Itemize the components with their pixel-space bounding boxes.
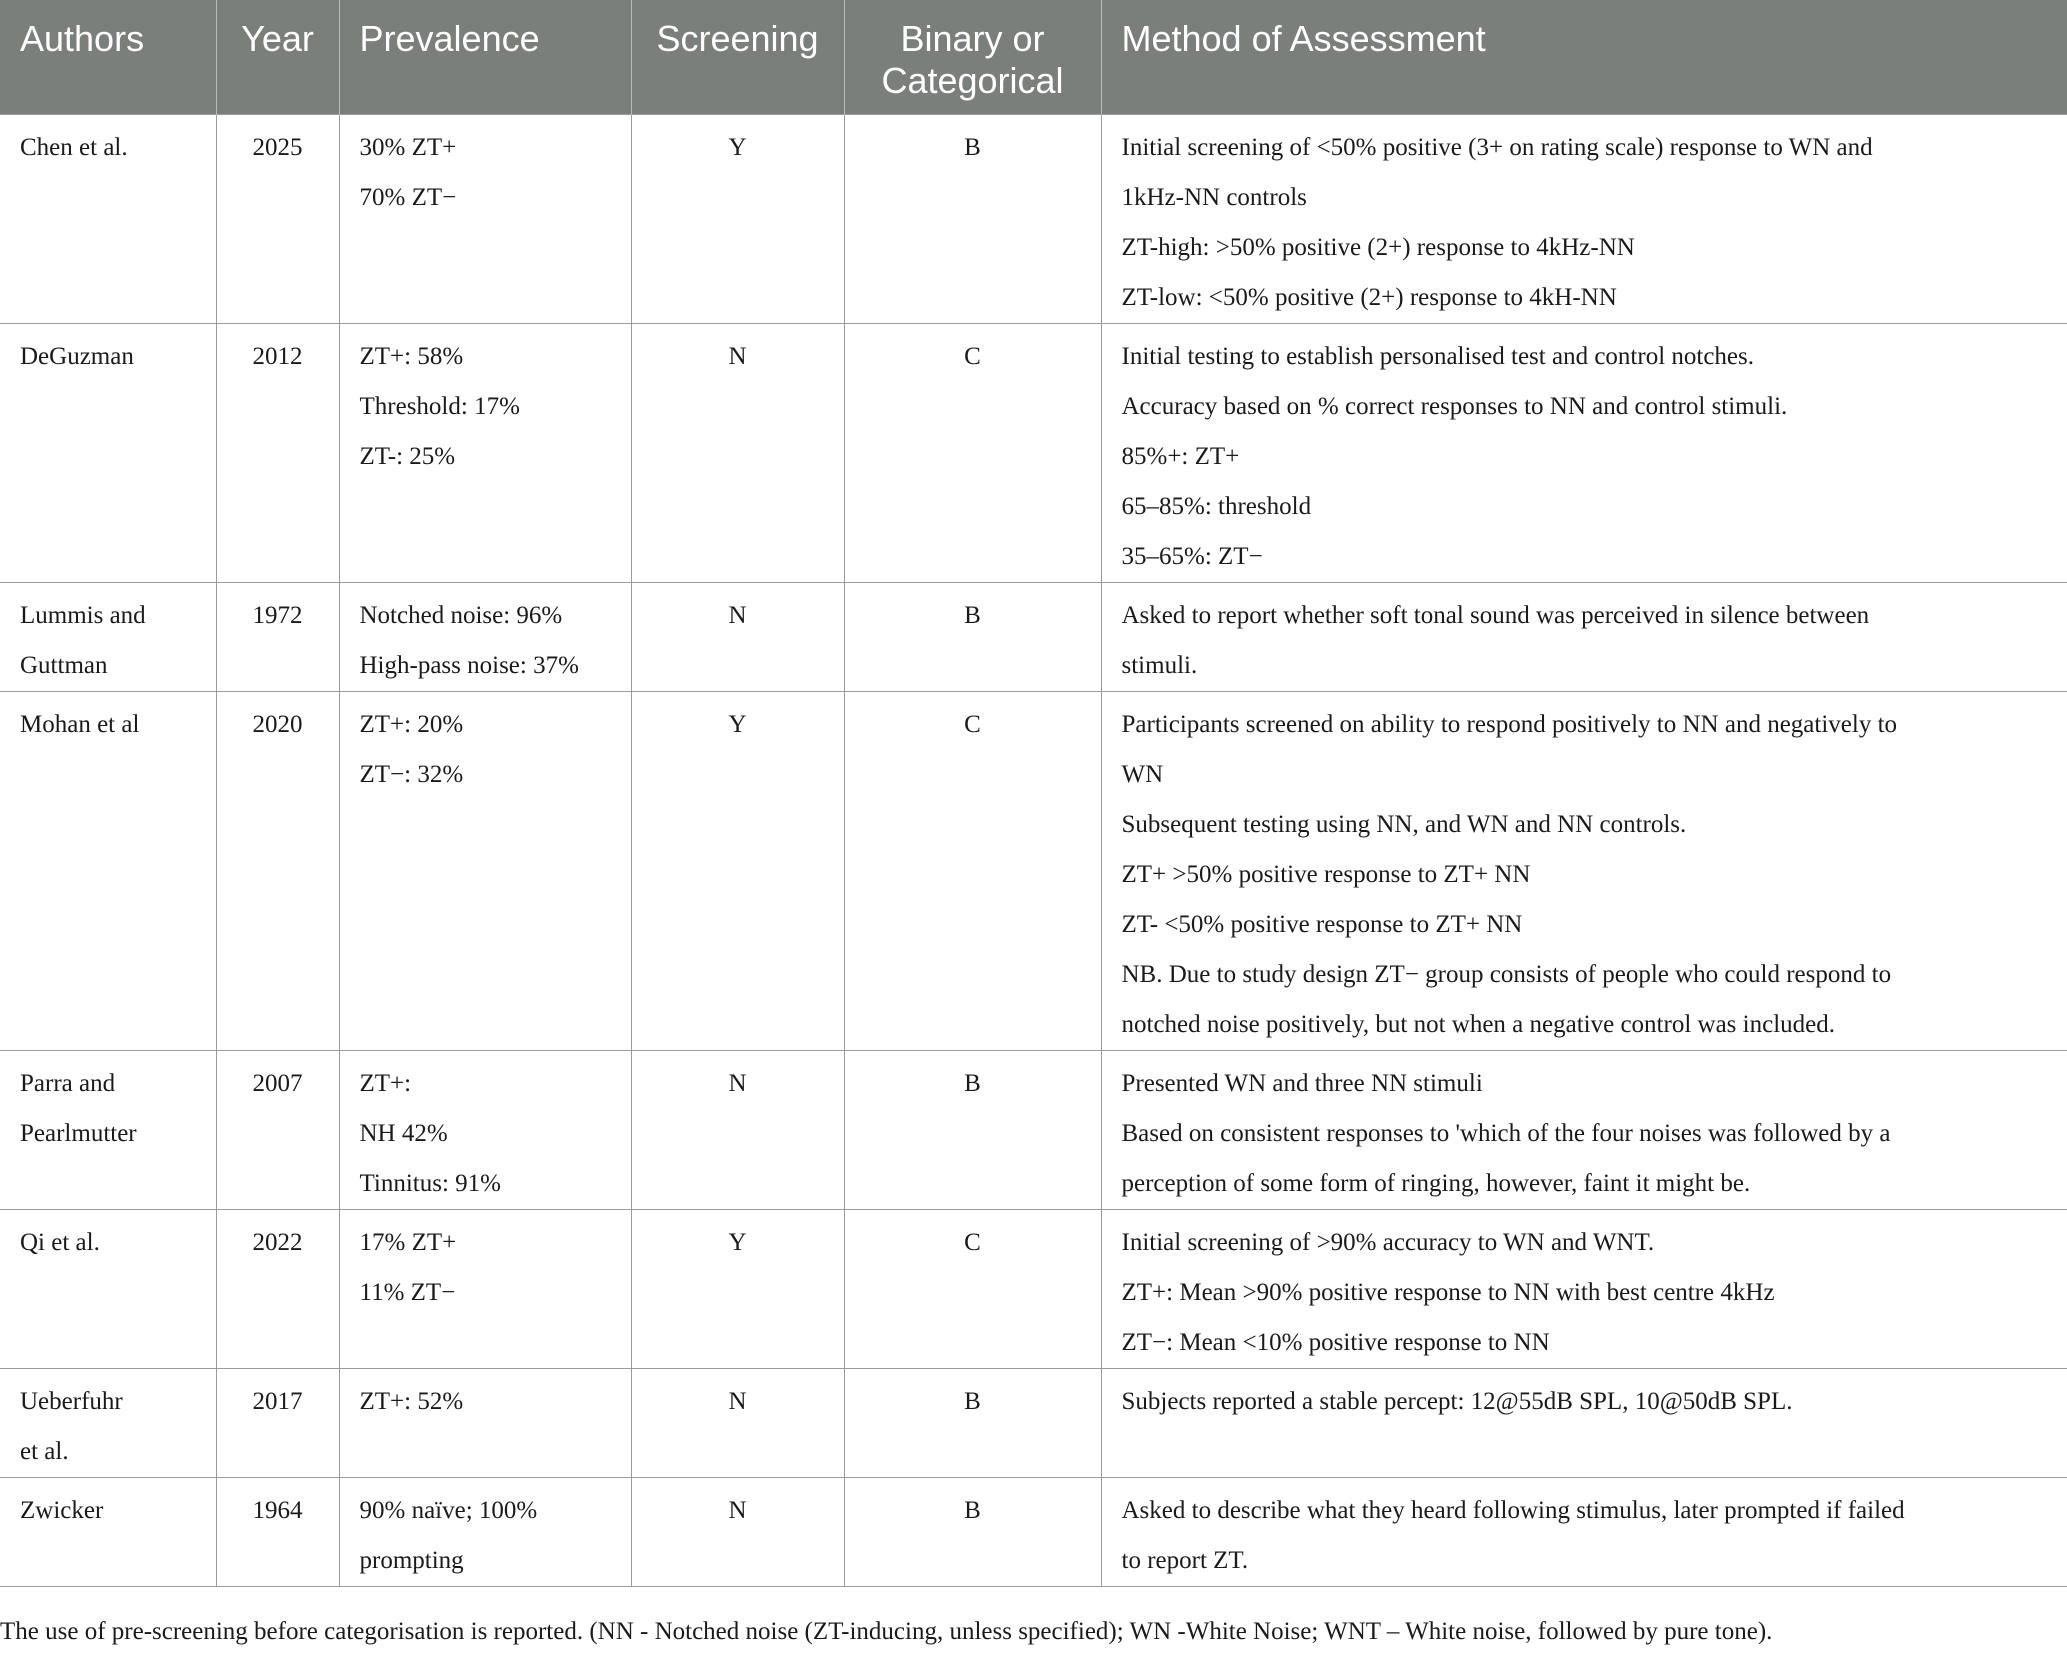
cell-authors-line: Parra and [20, 1069, 116, 1097]
cell-method-line: Presented WN and three NN stimuli [1121, 1069, 1483, 1097]
header-binary-line-1: Binary or [900, 18, 1045, 59]
cell-method-line: 85%+: ZT+ [1121, 442, 1240, 470]
cell-method-line: Initial testing to establish personalised test and control notches. [1121, 342, 1755, 370]
cell-binary-categorical: B [844, 114, 1101, 323]
cell-prevalence-line: High-pass noise: 37% [359, 651, 579, 679]
cell-method-line: 1kHz-NN controls [1121, 183, 1307, 211]
cell-method-line: NB. Due to study design ZT− group consists of people who could respond to [1121, 960, 1892, 988]
cell-method-line: WN [1121, 760, 1164, 788]
cell-year: 2007 [216, 1050, 339, 1209]
cell-method-line: Accuracy based on % correct responses to NN and control stimuli. [1121, 392, 1788, 420]
cell-year: 2020 [216, 691, 339, 1050]
cell-prevalence [339, 582, 631, 691]
cell-authors [0, 114, 216, 323]
cell-prevalence-line: ZT-: 25% [359, 442, 456, 470]
cell-prevalence-line: ZT+: [359, 1069, 412, 1097]
cell-authors-line: Zwicker [20, 1496, 104, 1524]
cell-prevalence-line: ZT+: 52% [359, 1387, 464, 1415]
cell-method [1101, 691, 2067, 1050]
cell-authors-line: et al. [20, 1437, 69, 1465]
cell-authors-line: Mohan et al [20, 710, 140, 738]
cell-method-line: ZT+: Mean >90% positive response to NN with best centre 4kHz [1121, 1278, 1775, 1306]
cell-method-line: Initial screening of >90% accuracy to WN and WNT. [1121, 1228, 1655, 1256]
cell-prevalence-line: Notched noise: 96% [359, 601, 563, 629]
header-binary-or-categorical [844, 0, 1101, 114]
cell-prevalence [339, 1209, 631, 1368]
cell-method [1101, 1368, 2067, 1477]
cell-prevalence-line: ZT+: 58% [359, 342, 464, 370]
cell-year: 2017 [216, 1368, 339, 1477]
cell-screening: N [631, 1477, 844, 1586]
cell-prevalence [339, 1050, 631, 1209]
cell-prevalence-line: 30% ZT+ [359, 133, 457, 161]
cell-authors [0, 1209, 216, 1368]
table-row [0, 323, 2067, 582]
cell-prevalence [339, 1477, 631, 1586]
cell-method-line: ZT+ >50% positive response to ZT+ NN [1121, 860, 1531, 888]
cell-prevalence [339, 1368, 631, 1477]
cell-prevalence-line: 11% ZT− [359, 1278, 456, 1306]
cell-year: 2012 [216, 323, 339, 582]
cell-prevalence-line: 17% ZT+ [359, 1228, 457, 1256]
cell-authors-line: Pearlmutter [20, 1119, 137, 1147]
cell-prevalence-line: ZT+: 20% [359, 710, 464, 738]
cell-year: 2025 [216, 114, 339, 323]
cell-screening: Y [631, 1209, 844, 1368]
cell-prevalence [339, 323, 631, 582]
cell-method-line: Based on consistent responses to 'which of the four noises was followed by a [1121, 1119, 1891, 1147]
table-row [0, 691, 2067, 1050]
table-row [0, 1368, 2067, 1477]
cell-authors [0, 323, 216, 582]
cell-binary-categorical: C [844, 1209, 1101, 1368]
header-year: Year [216, 0, 339, 114]
cell-prevalence-line: 90% naïve; 100% [359, 1496, 538, 1524]
cell-screening: N [631, 1050, 844, 1209]
cell-prevalence-line: 70% ZT− [359, 183, 457, 211]
cell-method-line: Participants screened on ability to respond positively to NN and negatively to [1121, 710, 1898, 738]
cell-binary-categorical: B [844, 582, 1101, 691]
cell-prevalence [339, 114, 631, 323]
cell-method-line: ZT−: Mean <10% positive response to NN [1121, 1328, 1550, 1356]
cell-authors [0, 1477, 216, 1586]
table-row [0, 114, 2067, 323]
cell-prevalence-line: Tinnitus: 91% [359, 1169, 501, 1197]
header-screening: Screening [631, 0, 844, 114]
cell-authors-line: Qi et al. [20, 1228, 100, 1256]
cell-method-line: perception of some form of ringing, however, faint it might be. [1121, 1169, 1751, 1197]
cell-binary-categorical: B [844, 1368, 1101, 1477]
cell-binary-categorical: B [844, 1477, 1101, 1586]
table-row [0, 1209, 2067, 1368]
cell-method-line: Initial screening of <50% positive (3+ on rating scale) response to WN and [1121, 133, 1873, 161]
cell-method [1101, 323, 2067, 582]
cell-authors-line: Chen et al. [20, 133, 128, 161]
cell-method-line: Subjects reported a stable percept: 12@55dB SPL, 10@50dB SPL. [1121, 1387, 1793, 1415]
header-method: Method of Assessment [1101, 0, 2067, 114]
cell-method [1101, 582, 2067, 691]
cell-method-line: ZT-high: >50% positive (2+) response to 4kHz-NN [1121, 233, 1635, 261]
table-row [0, 1050, 2067, 1209]
cell-method [1101, 1209, 2067, 1368]
cell-authors [0, 582, 216, 691]
cell-method [1101, 114, 2067, 323]
cell-screening: Y [631, 691, 844, 1050]
cell-year: 1964 [216, 1477, 339, 1586]
cell-binary-categorical: C [844, 323, 1101, 582]
cell-screening: N [631, 582, 844, 691]
cell-authors [0, 1368, 216, 1477]
table-footnote: The use of pre-screening before categorisation is reported. (NN - Notched noise (ZT-inducing, unless specified); WN -White Noise; WNT – White noise, followed by pure tone). [0, 1618, 1773, 1645]
cell-method-line: Asked to describe what they heard following stimulus, later prompted if failed [1121, 1496, 1905, 1524]
header-row [0, 0, 2067, 114]
cell-year: 1972 [216, 582, 339, 691]
cell-method-line: 65–85%: threshold [1121, 492, 1312, 520]
cell-prevalence [339, 691, 631, 1050]
table-row [0, 582, 2067, 691]
cell-method-line: ZT- <50% positive response to ZT+ NN [1121, 910, 1523, 938]
cell-year: 2022 [216, 1209, 339, 1368]
cell-authors-line: Guttman [20, 651, 108, 679]
cell-method-line: Subsequent testing using NN, and WN and NN controls. [1121, 810, 1687, 838]
cell-authors [0, 691, 216, 1050]
header-binary-line-2: Categorical [881, 60, 1064, 101]
cell-method-line: Asked to report whether soft tonal sound was perceived in silence between [1121, 601, 1870, 629]
cell-screening: Y [631, 114, 844, 323]
cell-screening: N [631, 323, 844, 582]
cell-authors-line: Ueberfuhr [20, 1387, 123, 1415]
cell-method-line: to report ZT. [1121, 1546, 1249, 1574]
cell-authors-line: DeGuzman [20, 342, 134, 370]
table-body [0, 114, 2067, 1586]
header-authors: Authors [0, 0, 216, 114]
cell-method [1101, 1477, 2067, 1586]
cell-method-line: ZT-low: <50% positive (2+) response to 4kH-NN [1121, 283, 1617, 311]
cell-binary-categorical: B [844, 1050, 1101, 1209]
cell-method-line: stimuli. [1121, 651, 1198, 679]
cell-binary-categorical: C [844, 691, 1101, 1050]
cell-method-line: notched noise positively, but not when a negative control was included. [1121, 1010, 1835, 1038]
cell-prevalence-line: ZT−: 32% [359, 760, 464, 788]
cell-method-line: 35–65%: ZT− [1121, 542, 1263, 570]
header-prevalence: Prevalence [339, 0, 631, 114]
cell-prevalence-line: Threshold: 17% [359, 392, 520, 420]
cell-authors [0, 1050, 216, 1209]
cell-authors-line: Lummis and [20, 601, 146, 629]
cell-method [1101, 1050, 2067, 1209]
cell-prevalence-line: NH 42% [359, 1119, 448, 1147]
cell-prevalence-line: prompting [359, 1546, 464, 1574]
table-row [0, 1477, 2067, 1586]
cell-screening: N [631, 1368, 844, 1477]
